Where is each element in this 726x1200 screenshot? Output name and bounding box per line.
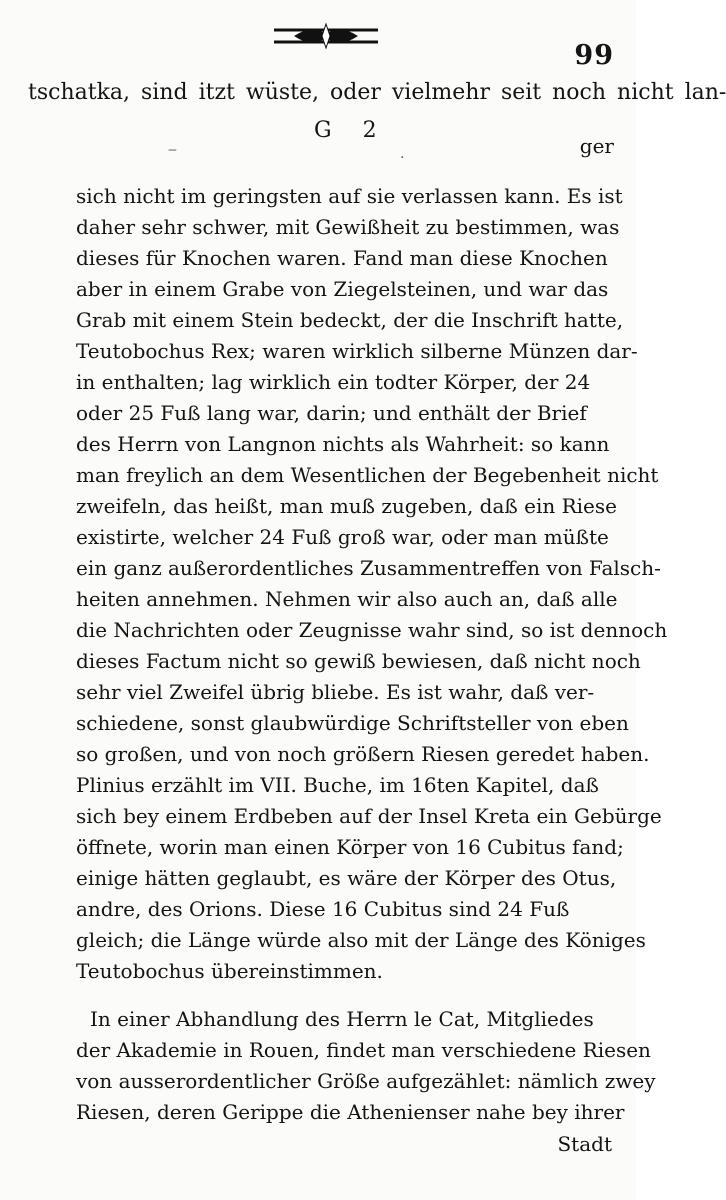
page-number: 99 xyxy=(574,40,614,71)
text-line-7: in enthalten; lag wirklich ein todter Körper, der 24 xyxy=(76,370,591,394)
text-line-11: zweifeln, das heißt, man muß zugeben, daß ein Riese xyxy=(76,494,617,518)
text-line-21: sich bey einem Erdbeben auf der Insel Kreta ein Gebürge xyxy=(76,804,662,828)
dash-mark: ‒ xyxy=(168,142,177,158)
catchword-top: ger xyxy=(579,134,614,158)
text-line-5: Grab mit einem Stein bedeckt, der die Inschrift hatte, xyxy=(76,308,624,332)
text-line-24: andre, des Orions. Diese 16 Cubitus sind 24 Fuß xyxy=(76,897,570,921)
text-line-10: man freylich an dem Wesentlichen der Begebenheit nicht xyxy=(76,463,659,487)
paragraph-line-1: In einer Abhandlung des Herrn le Cat, Mitgliedes xyxy=(90,1007,594,1031)
ornament-icon xyxy=(272,22,380,50)
running-line: tschatka, sind itzt wüste, oder vielmehr seit noch nicht lan- xyxy=(28,80,726,105)
text-line-2: daher sehr schwer, mit Gewißheit zu bestimmen, was xyxy=(76,215,620,239)
text-line-16: dieses Factum nicht so gewiß bewiesen, daß nicht noch xyxy=(76,649,641,673)
text-line-26: Teutobochus übereinstimmen. xyxy=(76,959,383,983)
catchword-bottom: Stadt xyxy=(557,1132,612,1156)
text-line-19: so großen, und von noch größern Riesen geredet haben. xyxy=(76,742,650,766)
text-line-4: aber in einem Grabe von Ziegelsteinen, und war das xyxy=(76,277,609,301)
text-line-23: einige hätten geglaubt, es wäre der Körper des Otus, xyxy=(76,866,617,890)
text-line-15: die Nachrichten oder Zeugnisse wahr sind, so ist dennoch xyxy=(76,618,668,642)
paragraph-line-2: der Akademie in Rouen, findet man verschiedene Riesen xyxy=(76,1038,651,1062)
text-line-14: heiten annehmen. Nehmen wir also auch an, daß alle xyxy=(76,587,618,611)
text-line-13: ein ganz außerordentliches Zusammentreffen von Falsch- xyxy=(76,556,661,580)
text-line-22: öffnete, worin man einen Körper von 16 Cubitus fand; xyxy=(76,835,624,859)
text-line-6: Teutobochus Rex; waren wirklich silberne Münzen dar- xyxy=(76,339,638,363)
text-line-18: schiedene, sonst glaubwürdige Schriftsteller von eben xyxy=(76,711,629,735)
paragraph-line-3: von ausserordentlicher Größe aufgezählet: nämlich zwey xyxy=(76,1069,656,1093)
text-line-20: Plinius erzählt im VII. Buche, im 16ten Kapitel, daß xyxy=(76,773,599,797)
paragraph-line-4: Riesen, deren Gerippe die Athenienser nahe bey ihrer xyxy=(76,1100,625,1124)
text-line-9: des Herrn von Langnon nichts als Wahrheit: so kann xyxy=(76,432,610,456)
dot-mark: · xyxy=(400,150,405,166)
text-line-25: gleich; die Länge würde also mit der Länge des Königes xyxy=(76,928,646,952)
text-line-12: existirte, welcher 24 Fuß groß war, oder man müßte xyxy=(76,525,609,549)
text-line-17: sehr viel Zweifel übrig bliebe. Es ist wahr, daß ver- xyxy=(76,680,595,704)
signature-mark: G 2 xyxy=(314,118,389,143)
text-line-1: sich nicht im geringsten auf sie verlassen kann. Es ist xyxy=(76,184,623,208)
text-line-8: oder 25 Fuß lang war, darin; und enthält der Brief xyxy=(76,401,587,425)
text-line-3: dieses für Knochen waren. Fand man diese Knochen xyxy=(76,246,608,270)
